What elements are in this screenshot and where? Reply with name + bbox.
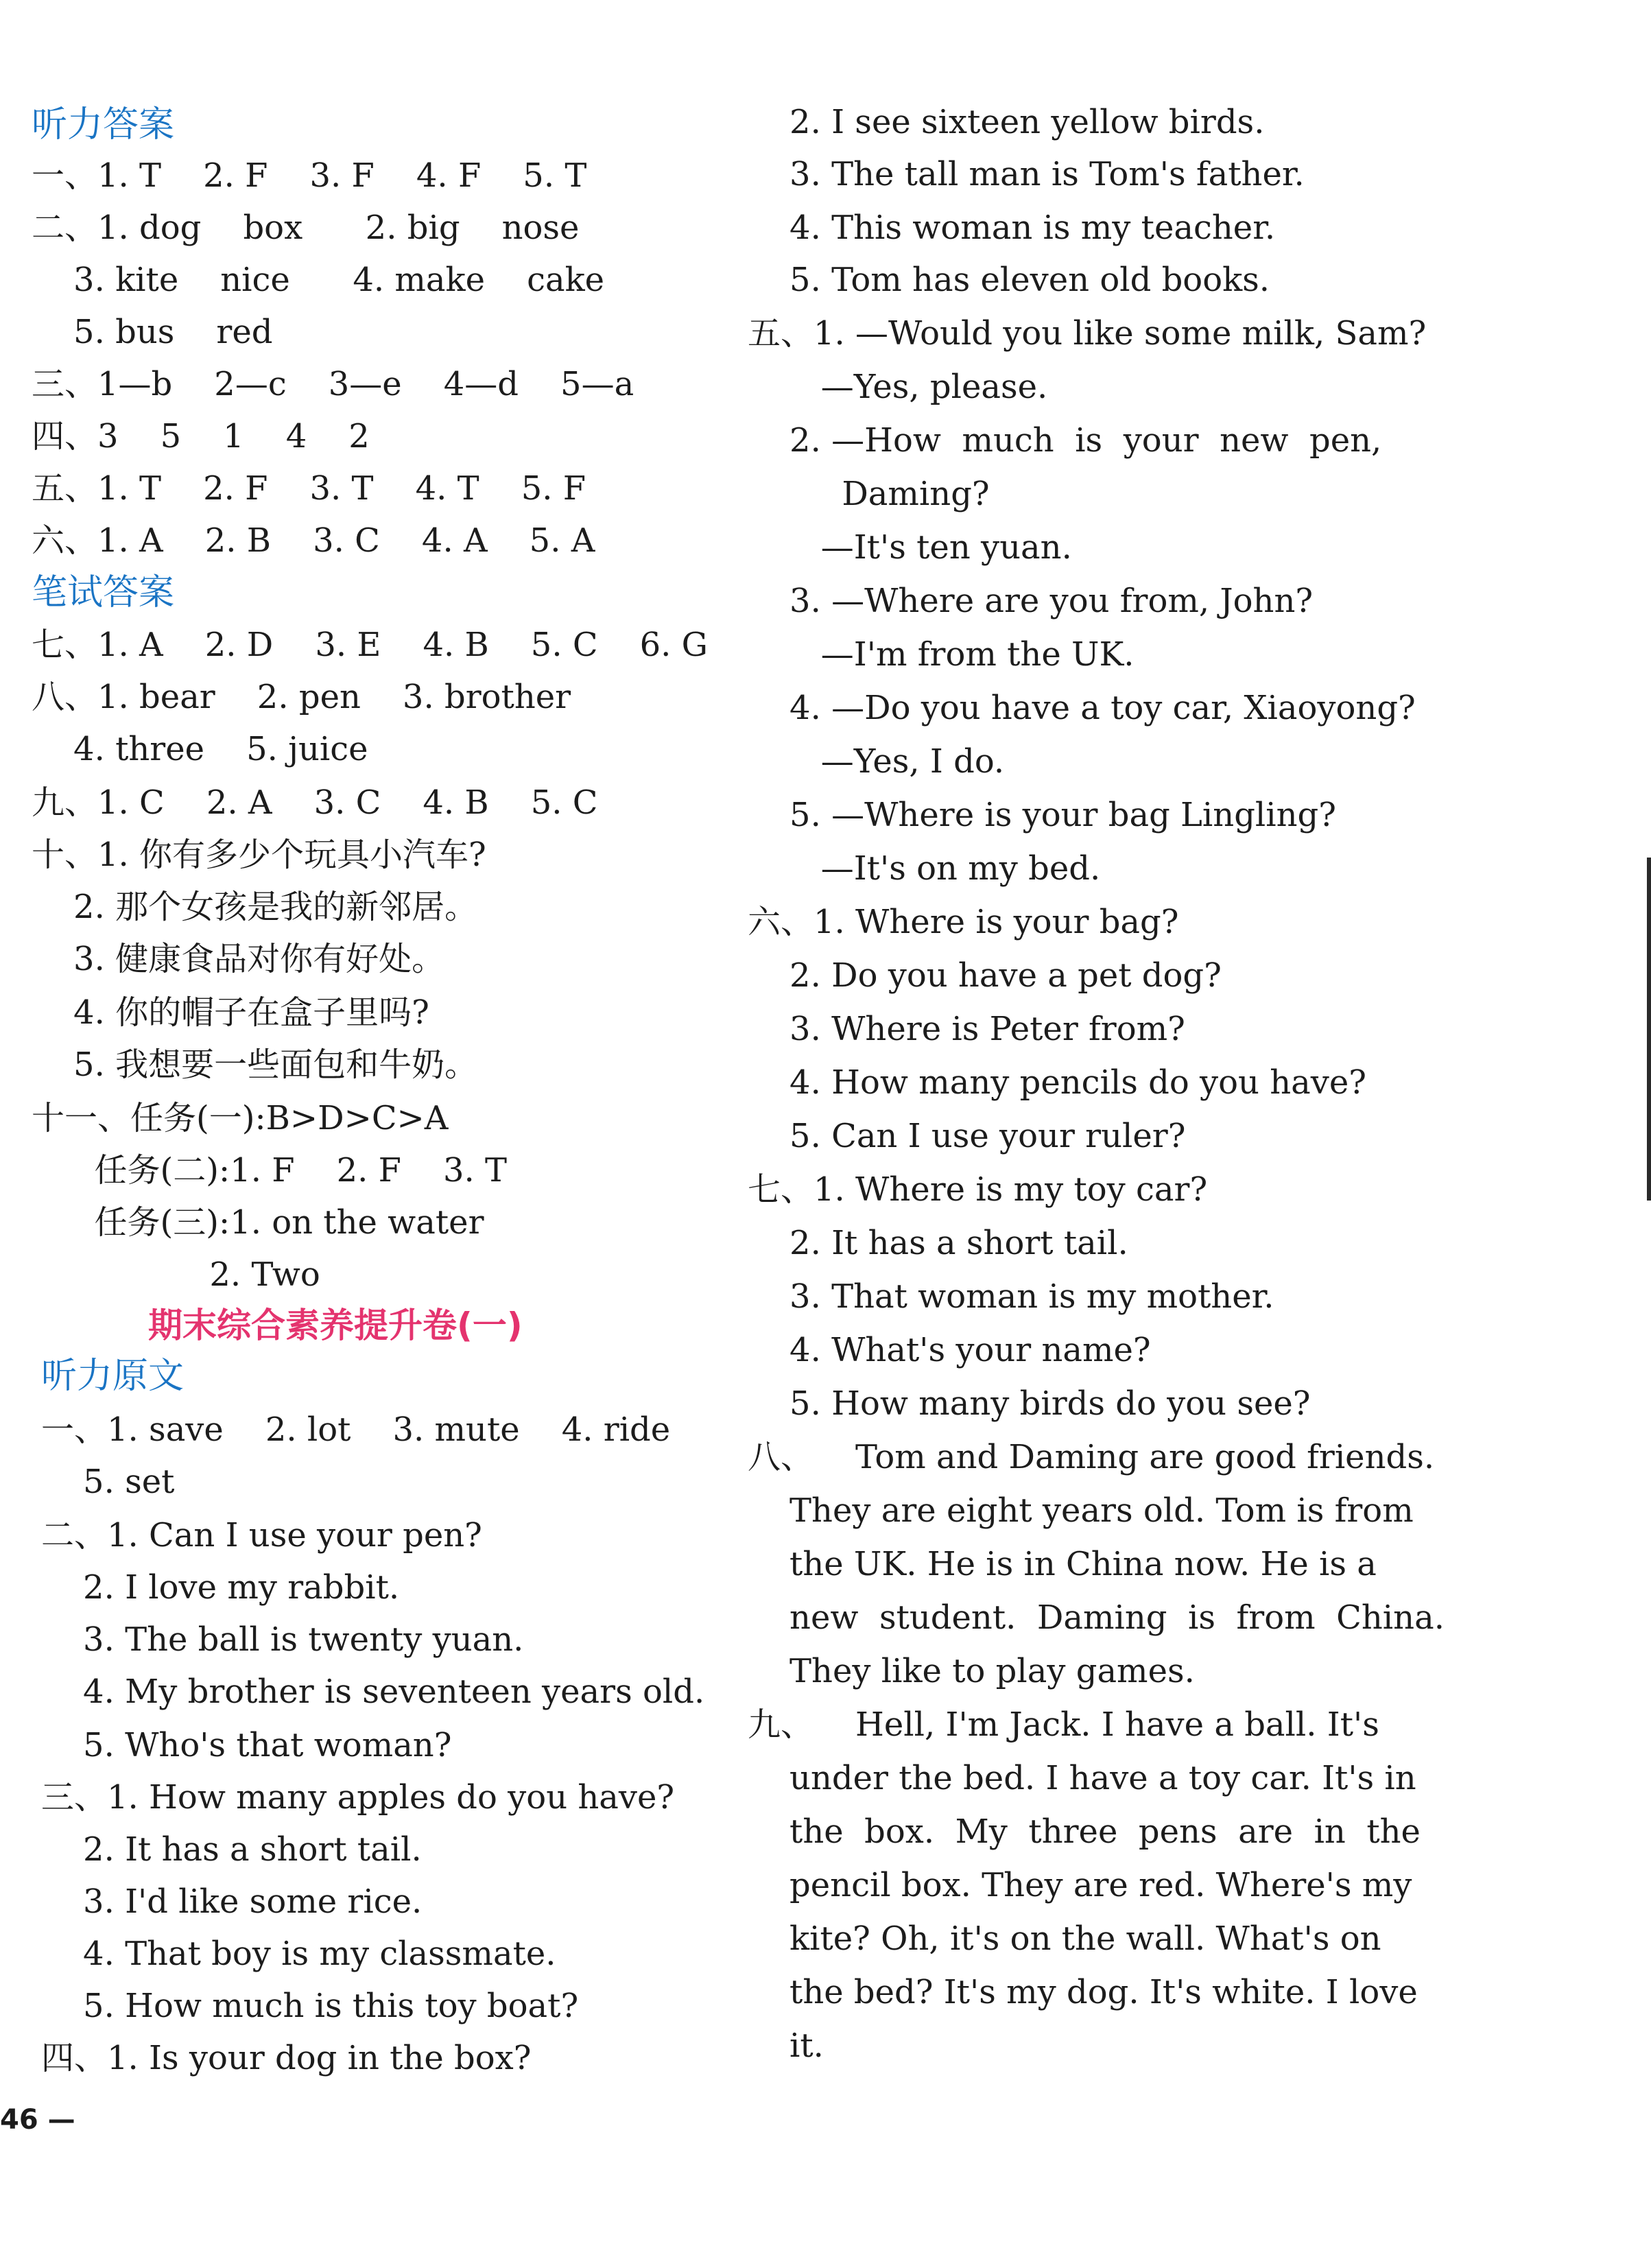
answer-line: 任务(三):1. on the water	[32, 1203, 484, 1242]
answer-line: 七、1. A 2. D 3. E 4. B 5. C 6. G	[32, 626, 709, 664]
script-line: 2. Do you have a pet dog?	[748, 956, 1222, 995]
answer-line: 5. bus red	[32, 313, 273, 351]
script-line: 2. —How much is your new pen,	[748, 421, 1382, 460]
script-line: 5. Can I use your ruler?	[748, 1117, 1186, 1155]
script-line: 六、1. Where is your bag?	[748, 903, 1179, 941]
script-line: 七、1. Where is my toy car?	[748, 1170, 1208, 1209]
answer-line: 3. kite nice 4. make cake	[32, 261, 605, 299]
script-line: 2. I love my rabbit.	[41, 1568, 400, 1607]
script-line: 五、1. —Would you like some milk, Sam?	[748, 314, 1427, 353]
script-line: under the bed. I have a toy car. It's in	[748, 1759, 1416, 1797]
answer-line: 二、1. dog box 2. big nose	[32, 209, 580, 247]
script-line: —It's ten yuan.	[748, 528, 1072, 567]
script-line: 2. It has a short tail.	[748, 1224, 1128, 1262]
script-line: 4. That boy is my classmate.	[41, 1935, 556, 1973]
answer-line: 九、1. C 2. A 3. C 4. B 5. C	[32, 783, 598, 822]
script-line: —Yes, please.	[748, 368, 1048, 406]
script-line: 3. Where is Peter from?	[748, 1010, 1185, 1048]
answer-line: 三、1—b 2—c 3—e 4—d 5—a	[32, 365, 634, 403]
script-line: —It's on my bed.	[748, 849, 1101, 888]
answer-line: 六、1. A 2. B 3. C 4. A 5. A	[32, 521, 595, 560]
answer-line: 一、1. T 2. F 3. F 4. F 5. T	[32, 156, 587, 195]
script-line: it.	[748, 2027, 824, 2065]
script-line: 九、 Hell, I'm Jack. I have a ball. It's	[748, 1705, 1379, 1744]
answer-line: 十、1. 你有多少个玩具小汽车?	[32, 836, 486, 874]
script-line: Daming?	[748, 475, 990, 513]
heading-listening-script: 听力原文	[41, 1356, 185, 1397]
script-line: 3. That woman is my mother.	[748, 1277, 1274, 1316]
answer-line: 十一、任务(一):B>D>C>A	[32, 1099, 449, 1137]
script-line: 4. How many pencils do you have?	[748, 1063, 1366, 1102]
script-line: 5. How many birds do you see?	[748, 1384, 1311, 1423]
script-line: 3. —Where are you from, John?	[748, 582, 1314, 620]
script-line: 5. How much is this toy boat?	[41, 1987, 579, 2025]
script-line: 4. What's your name?	[748, 1331, 1151, 1369]
heading-listening-answers: 听力答案	[32, 104, 175, 145]
script-line: pencil box. They are red. Where's my	[748, 1866, 1412, 1904]
answer-line: 2. Two	[32, 1255, 320, 1294]
page-number: 46 —	[0, 2104, 75, 2136]
script-line: 3. I'd like some rice.	[41, 1882, 423, 1921]
script-line: 4. —Do you have a toy car, Xiaoyong?	[748, 689, 1416, 727]
section-title: 期末综合素养提升卷(一)	[148, 1306, 523, 1345]
script-line: —I'm from the UK.	[748, 635, 1135, 674]
script-line: the bed? It's my dog. It's white. I love	[748, 1973, 1418, 2011]
script-line: 4. This woman is my teacher.	[748, 209, 1276, 247]
answer-line: 4. three 5. juice	[32, 730, 368, 768]
script-line: the UK. He is in China now. He is a	[748, 1545, 1377, 1583]
script-line: 四、1. Is your dog in the box?	[41, 2039, 532, 2077]
heading-written-answers: 笔试答案	[32, 572, 175, 613]
script-line: 5. Who's that woman?	[41, 1726, 452, 1764]
answer-line: 五、1. T 2. F 3. T 4. T 5. F	[32, 469, 586, 508]
answer-line: 2. 那个女孩是我的新邻居。	[32, 888, 478, 926]
script-line: 5. Tom has eleven old books.	[748, 261, 1270, 299]
page-edge-mark	[1647, 858, 1651, 1201]
script-line: 八、 Tom and Daming are good friends.	[748, 1438, 1435, 1476]
script-line: 2. It has a short tail.	[41, 1830, 422, 1869]
script-line: 5. —Where is your bag Lingling?	[748, 796, 1336, 834]
answer-line: 八、1. bear 2. pen 3. brother	[32, 678, 571, 716]
script-line: 3. The tall man is Tom's father.	[748, 155, 1305, 193]
script-line: 三、1. How many apples do you have?	[41, 1778, 675, 1817]
script-line: kite? Oh, it's on the wall. What's on	[748, 1919, 1381, 1958]
script-line: 5. set	[41, 1463, 175, 1501]
answer-line: 5. 我想要一些面包和牛奶。	[32, 1046, 478, 1084]
script-line: They are eight years old. Tom is from	[748, 1491, 1414, 1530]
script-line: new student. Daming is from China.	[748, 1598, 1445, 1637]
answer-line: 4. 你的帽子在盒子里吗?	[32, 993, 429, 1032]
script-line: 一、1. save 2. lot 3. mute 4. ride	[41, 1410, 671, 1449]
answer-line: 任务(二):1. F 2. F 3. T	[32, 1151, 508, 1190]
script-line: 3. The ball is twenty yuan.	[41, 1620, 524, 1659]
answer-line: 四、3 5 1 4 2	[32, 417, 370, 456]
script-line: 2. I see sixteen yellow birds.	[748, 103, 1265, 141]
script-line: 二、1. Can I use your pen?	[41, 1516, 482, 1555]
script-line: 4. My brother is seventeen years old.	[41, 1673, 705, 1711]
script-line: They like to play games.	[748, 1652, 1195, 1690]
script-line: the box. My three pens are in the	[748, 1812, 1421, 1851]
answer-line: 3. 健康食品对你有好处。	[32, 940, 445, 978]
script-line: —Yes, I do.	[748, 742, 1005, 781]
